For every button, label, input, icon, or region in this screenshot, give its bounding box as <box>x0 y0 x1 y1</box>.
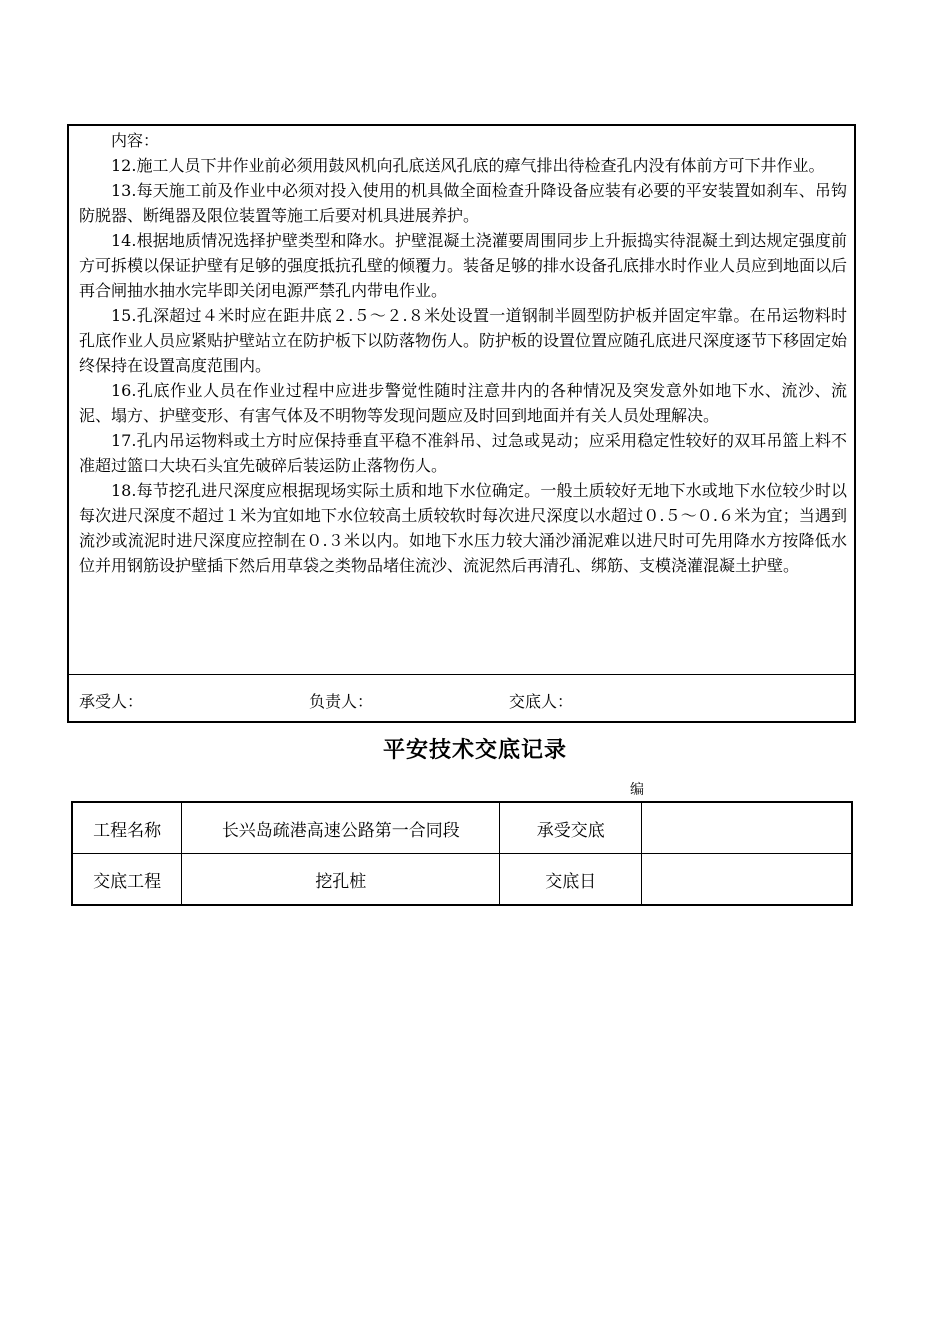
paragraph-15: 15.孔深超过４米时应在距井底２.５～２.８米处设置一道钢制半圆型防护板并固定牢靠。在吊运物料时孔底作业人员应紧贴护壁站立在防护板下以防落物伤人。防护板的设置位置应随孔底进尺深度逐节下移固定始终保持在设置高度范围内。 <box>79 306 848 375</box>
receive-label: 承受交底 <box>500 802 642 854</box>
item-value: 挖孔桩 <box>182 854 500 906</box>
receive-value <box>642 802 852 854</box>
project-name-label: 工程名称 <box>72 802 182 854</box>
project-name-value: 长兴岛疏港高速公路第一合同段 <box>182 802 500 854</box>
paragraph-17: 17.孔内吊运物料或土方时应保持垂直平稳不准斜吊、过急或晃动；应采用稳定性较好的双耳吊篮上料不准超过篮口大块石头宜先破碎后装运防止落物伤人。 <box>79 431 847 475</box>
signature-row <box>69 674 854 724</box>
table-row <box>72 802 852 854</box>
item-label: 交底工程 <box>72 854 182 906</box>
receiver-label: 承受人： <box>79 692 144 711</box>
content-body <box>79 128 847 578</box>
presenter-label: 交底人： <box>509 692 574 711</box>
paragraph-14: 14.根据地质情况选择护壁类型和降水。护壁混凝土浇灌要周围同步上升振捣实待混凝土到达规定强度前方可拆模以保证护壁有足够的强度抵抗孔壁的倾覆力。装备足够的排水设备孔底排水时作业人员应到地面以后再合闸抽水抽水完毕即关闭电源严禁孔内带电作业。 <box>79 231 848 300</box>
paragraph-18: 18.每节挖孔进尺深度应根据现场实际土质和地下水位确定。一般土质较好无地下水或地下水位较少时以每次进尺深度不超过１米为宜如地下水位较高土质较软时每次进尺深度以水超过０.５～０.６米为宜；当遇到流沙或流泥时进尺深度应控制在０.３米以内。如地下水压力较大涌沙涌泥难以进尺时可先用降水方按降低水位并用钢筋设护壁插下然后用草袋之类物品堵住流沙、流泥然后再清孔、绑筋、支模浇灌混凝土护壁。 <box>79 481 847 575</box>
number-label: 编 <box>630 782 644 798</box>
content-label: 内容： <box>111 131 160 150</box>
responsible-label: 负责人： <box>309 692 374 711</box>
date-label: 交底日 <box>500 854 642 906</box>
paragraph-13: 13.每天施工前及作业中必须对投入使用的机具做全面检查升降设备应装有必要的平安装置如刹车、吊钩防脱器、断绳器及限位装置等施工后要对机具进展养护。 <box>79 181 847 225</box>
content-box <box>67 124 856 723</box>
paragraph-12: 12.施工人员下井作业前必须用鼓风机向孔底送风孔底的瘴气排出待检查孔内没有体前方可下井作业。 <box>111 156 825 175</box>
table-row <box>72 854 852 906</box>
page-title: 平安技术交底记录 <box>382 737 567 763</box>
paragraph-16: 16.孔底作业人员在作业过程中应进步警觉性随时注意井内的各种情况及突发意外如地下水、流沙、流泥、塌方、护壁变形、有害气体及不明物等发现问题应及时回到地面并有关人员处理解决。 <box>79 381 847 425</box>
info-table <box>71 801 853 906</box>
date-value <box>642 854 852 906</box>
